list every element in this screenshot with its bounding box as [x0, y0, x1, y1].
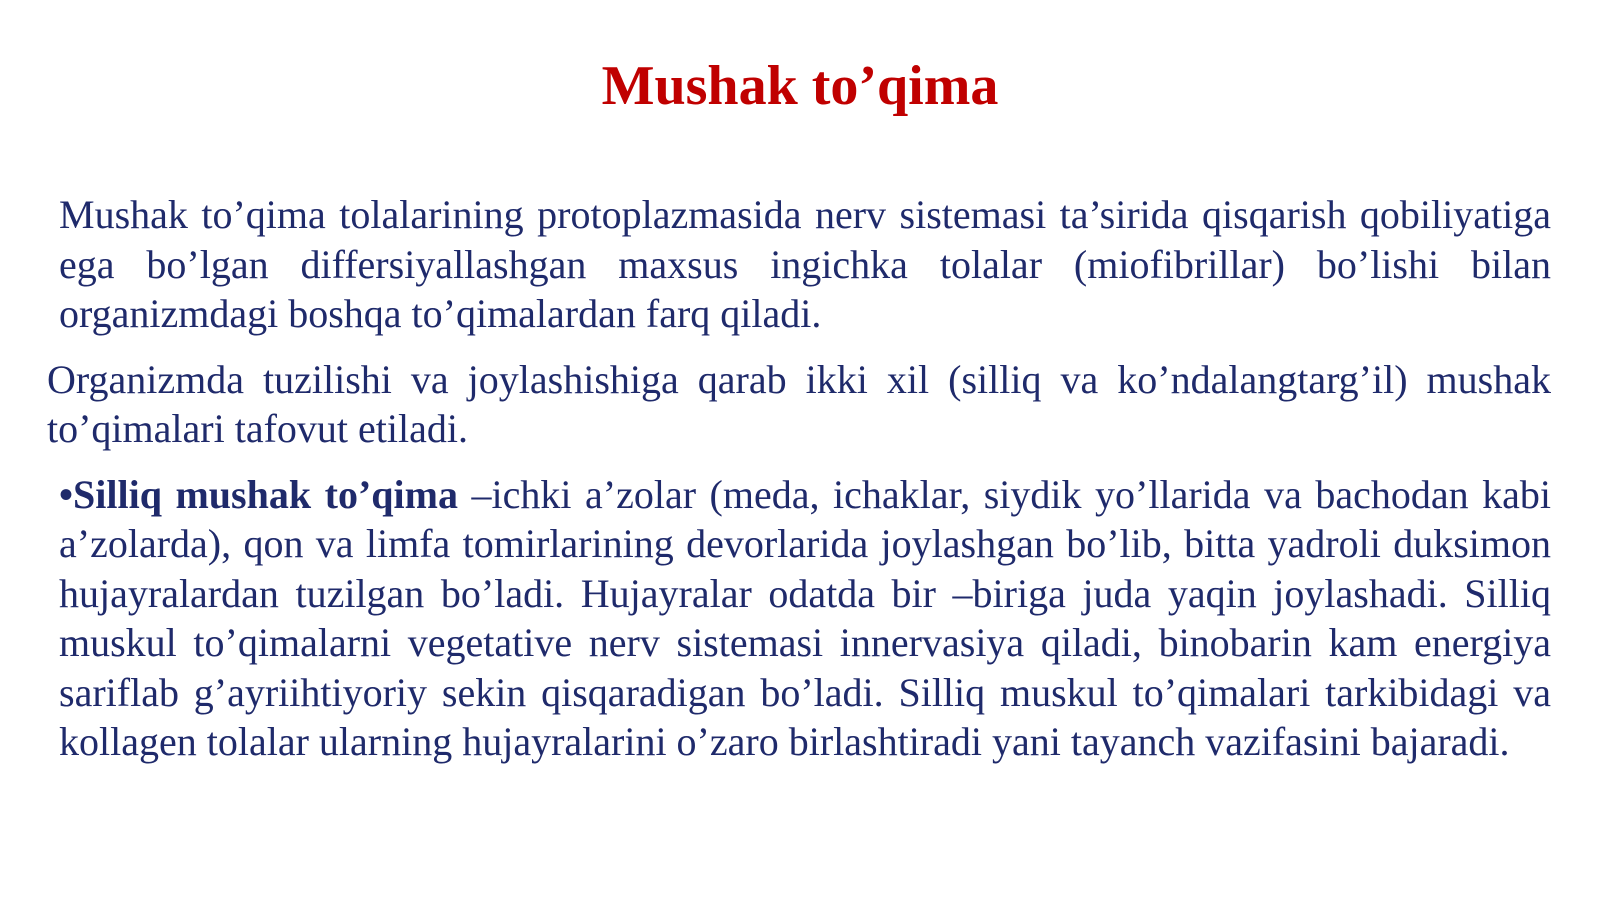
- slide-body: [47, 190, 1551, 783]
- paragraph-smooth-muscle: [47, 470, 1551, 767]
- smooth-muscle-description: –ichki a’zolar (meda, ichaklar, siydik yo’llarida va bachodan kabi a’zolarda), qon va limfa tomirlarining devorlarida joylashgan bo’lib, bitta yadroli duksimon hujayralardan tuzilgan bo’ladi. Hujayralar odatda bir –biriga juda yaqin joylashadi. Silliq muskul to’qimalarni vegetative nerv sistemasi innervasiya qiladi, binobarin kam energiya sariflab g’ayriihtiyoriy sekin qisqaradigan bo’ladi. Silliq muskul to’qimalari tarkibidagi va kollagen tolalar ularning hujayralarini o’zaro birlashtiradi yani tayanch vazifasini bajaradi.: [59, 471, 1552, 764]
- paragraph-types: Organizmda tuzilishi va joylashishiga qarab ikki xil (silliq va ko’ndalangtarg’il) mushak to’qimalari tafovut etiladi.: [47, 356, 1551, 451]
- smooth-muscle-term: Silliq mushak to’qima: [73, 471, 458, 517]
- paragraph-definition: Mushak to’qima tolalarining protoplazmasida nerv sistemasi ta’sirida qisqarish qobiliyatiga ega bo’lgan differsiyallashgan maxsus ingichka tolalar (miofibrillar) bo’lishi bilan organizmdagi boshqa to’qimalardan farq qiladi.: [59, 192, 1551, 336]
- slide-title: Mushak to’qima: [601, 55, 999, 117]
- bullet-marker: •: [59, 471, 74, 517]
